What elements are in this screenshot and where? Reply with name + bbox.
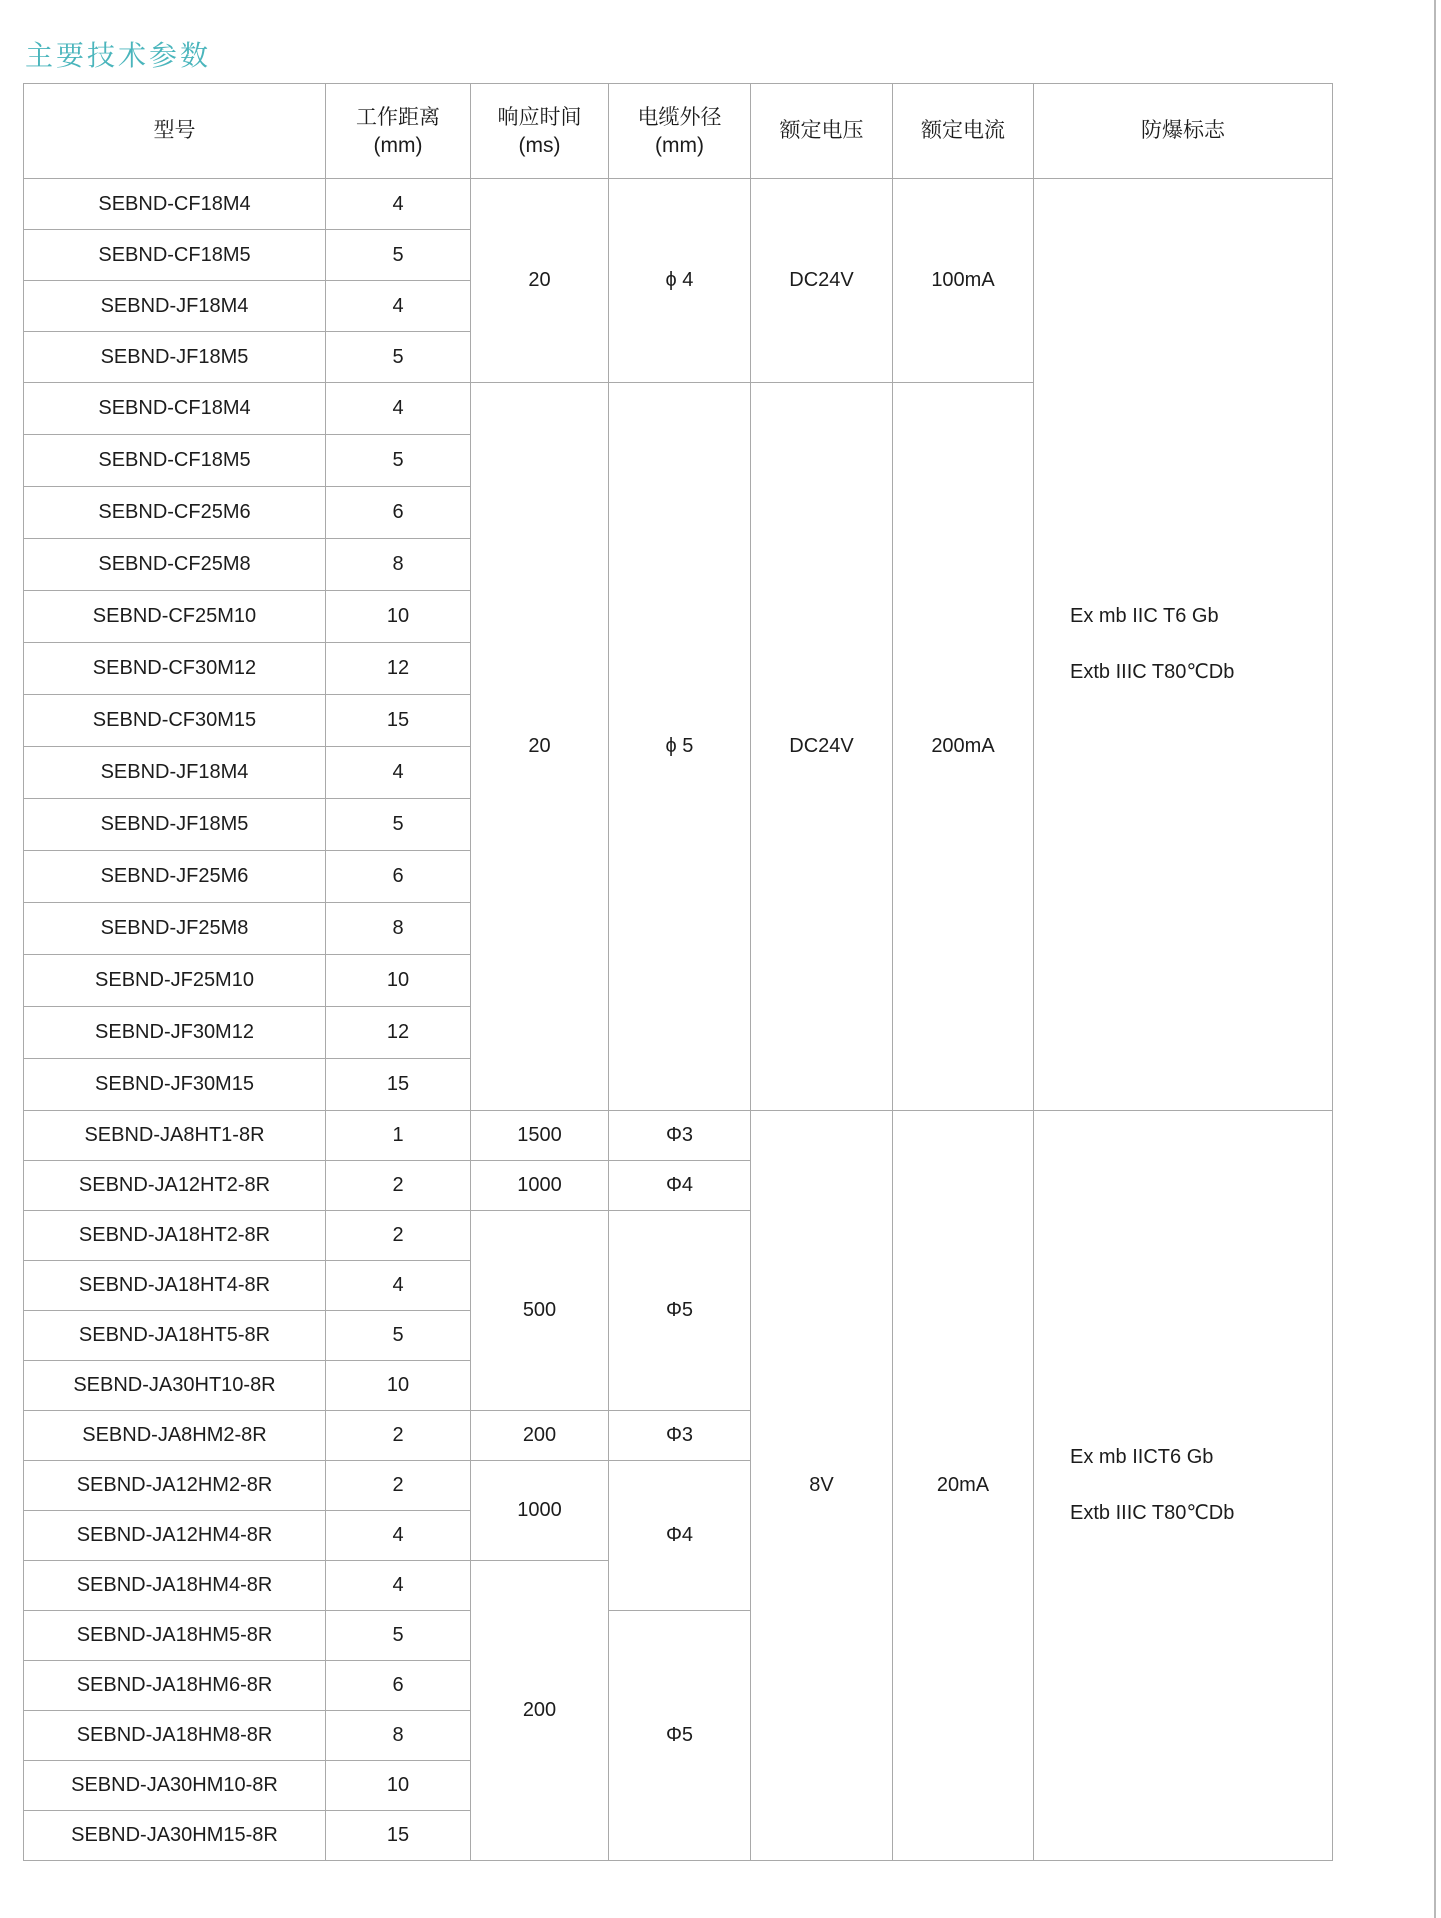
model-cell: SEBND-JF25M8 (24, 903, 326, 955)
spec-table (23, 83, 1333, 1861)
distance-cell: 5 (326, 435, 471, 487)
model-cell: SEBND-JA18HM6-8R (24, 1661, 326, 1711)
model-cell: SEBND-JA30HM10-8R (24, 1761, 326, 1811)
model-cell: SEBND-JA30HM15-8R (24, 1811, 326, 1861)
distance-cell: 5 (326, 332, 471, 383)
response-cell: 200 (471, 1561, 609, 1861)
model-cell: SEBND-JA18HT5-8R (24, 1311, 326, 1361)
column-header-unit: (mm) (655, 134, 704, 157)
model-cell: SEBND-CF18M4 (24, 383, 326, 435)
column-header-explosion (1034, 84, 1333, 179)
distance-cell: 4 (326, 1261, 471, 1311)
distance-cell: 2 (326, 1211, 471, 1261)
model-cell: SEBND-JA12HM2-8R (24, 1461, 326, 1511)
model-cell: SEBND-JA30HT10-8R (24, 1361, 326, 1411)
model-cell: SEBND-CF18M5 (24, 230, 326, 281)
distance-cell: 6 (326, 851, 471, 903)
distance-cell: 4 (326, 747, 471, 799)
model-cell: SEBND-JF25M10 (24, 955, 326, 1007)
response-cell: 20 (471, 383, 609, 1111)
distance-cell: 15 (326, 1811, 471, 1861)
distance-cell: 4 (326, 383, 471, 435)
column-header-label: 型号 (153, 119, 196, 142)
cable-cell: ϕ 4 (609, 179, 751, 383)
distance-cell: 5 (326, 230, 471, 281)
column-header-unit: (ms) (518, 134, 561, 157)
distance-cell: 15 (326, 1059, 471, 1111)
cable-cell: Φ3 (609, 1111, 751, 1161)
column-header-label: 电缆外径 (637, 106, 722, 129)
distance-cell: 4 (326, 179, 471, 230)
column-header-label: 工作距离 (356, 106, 440, 129)
voltage-cell: 8V (751, 1111, 893, 1861)
table-row (24, 179, 1333, 230)
model-cell: SEBND-CF25M8 (24, 539, 326, 591)
response-cell: 1000 (471, 1461, 609, 1561)
distance-cell: 2 (326, 1161, 471, 1211)
explosion-mark-line: Ex mb IIC T6 Gb (1070, 605, 1219, 627)
distance-cell: 5 (326, 799, 471, 851)
column-header-label: 响应时间 (497, 106, 582, 129)
explosion-mark-line: Ex mb IICT6 Gb (1070, 1446, 1214, 1468)
model-cell: SEBND-JA18HM8-8R (24, 1711, 326, 1761)
column-header-label: 额定电流 (921, 119, 1005, 142)
response-cell: 1500 (471, 1111, 609, 1161)
distance-cell: 12 (326, 1007, 471, 1059)
distance-cell: 10 (326, 591, 471, 643)
distance-cell: 2 (326, 1411, 471, 1461)
cable-cell: Φ5 (609, 1211, 751, 1411)
distance-cell: 5 (326, 1311, 471, 1361)
cable-cell: Φ5 (609, 1611, 751, 1861)
distance-cell: 10 (326, 955, 471, 1007)
model-cell: SEBND-JA12HT2-8R (24, 1161, 326, 1211)
model-cell: SEBND-JA12HM4-8R (24, 1511, 326, 1561)
distance-cell: 8 (326, 903, 471, 955)
page-edge-line (1434, 0, 1436, 1918)
explosion-mark-line: Extb IIIC T80℃Db (1070, 1502, 1235, 1524)
header-row (24, 84, 1333, 179)
model-cell: SEBND-JF18M4 (24, 281, 326, 332)
model-cell: SEBND-CF30M12 (24, 643, 326, 695)
model-cell: SEBND-CF30M15 (24, 695, 326, 747)
model-cell: SEBND-JA18HM5-8R (24, 1611, 326, 1661)
model-cell: SEBND-JA8HM2-8R (24, 1411, 326, 1461)
model-cell: SEBND-CF18M4 (24, 179, 326, 230)
voltage-cell: DC24V (751, 383, 893, 1111)
model-cell: SEBND-JF30M12 (24, 1007, 326, 1059)
cable-cell: Φ4 (609, 1161, 751, 1211)
current-cell: 20mA (893, 1111, 1034, 1861)
distance-cell: 12 (326, 643, 471, 695)
distance-cell: 8 (326, 1711, 471, 1761)
explosion-cell (1034, 179, 1333, 1111)
current-cell: 100mA (893, 179, 1034, 383)
distance-cell: 10 (326, 1361, 471, 1411)
distance-cell: 5 (326, 1611, 471, 1661)
model-cell: SEBND-JF18M5 (24, 332, 326, 383)
spec-table-body (24, 179, 1333, 1861)
column-header-model (24, 84, 326, 179)
model-cell: SEBND-JA8HT1-8R (24, 1111, 326, 1161)
distance-cell: 10 (326, 1761, 471, 1811)
column-header-unit: (mm) (373, 134, 423, 157)
model-cell: SEBND-JA18HT2-8R (24, 1211, 326, 1261)
cable-cell: Φ4 (609, 1461, 751, 1611)
model-cell: SEBND-JF18M4 (24, 747, 326, 799)
distance-cell: 2 (326, 1461, 471, 1511)
column-header-cable (609, 84, 751, 179)
distance-cell: 4 (326, 281, 471, 332)
column-header-response (471, 84, 609, 179)
model-cell: SEBND-JF25M6 (24, 851, 326, 903)
response-cell: 200 (471, 1411, 609, 1461)
distance-cell: 15 (326, 695, 471, 747)
voltage-cell: DC24V (751, 179, 893, 383)
column-header-label: 防爆标志 (1141, 119, 1225, 142)
response-cell: 1000 (471, 1161, 609, 1211)
model-cell: SEBND-JF30M15 (24, 1059, 326, 1111)
distance-cell: 8 (326, 539, 471, 591)
model-cell: SEBND-CF25M10 (24, 591, 326, 643)
response-cell: 500 (471, 1211, 609, 1411)
column-header-label: 额定电压 (779, 119, 864, 142)
distance-cell: 4 (326, 1511, 471, 1561)
distance-cell: 6 (326, 1661, 471, 1711)
response-cell: 20 (471, 179, 609, 383)
explosion-cell (1034, 1111, 1333, 1861)
spec-table-header (24, 84, 1333, 179)
column-header-distance (326, 84, 471, 179)
current-cell: 200mA (893, 383, 1034, 1111)
model-cell: SEBND-JF18M5 (24, 799, 326, 851)
model-cell: SEBND-JA18HM4-8R (24, 1561, 326, 1611)
cable-cell: Φ3 (609, 1411, 751, 1461)
model-cell: SEBND-JA18HT4-8R (24, 1261, 326, 1311)
distance-cell: 1 (326, 1111, 471, 1161)
model-cell: SEBND-CF25M6 (24, 487, 326, 539)
column-header-current (893, 84, 1034, 179)
distance-cell: 6 (326, 487, 471, 539)
page-title: 主要技术参数 (25, 40, 212, 71)
model-cell: SEBND-CF18M5 (24, 435, 326, 487)
distance-cell: 4 (326, 1561, 471, 1611)
explosion-mark-line: Extb IIIC T80℃Db (1070, 661, 1235, 683)
column-header-voltage (751, 84, 893, 179)
table-row (24, 1111, 1333, 1161)
cable-cell: ϕ 5 (609, 383, 751, 1111)
